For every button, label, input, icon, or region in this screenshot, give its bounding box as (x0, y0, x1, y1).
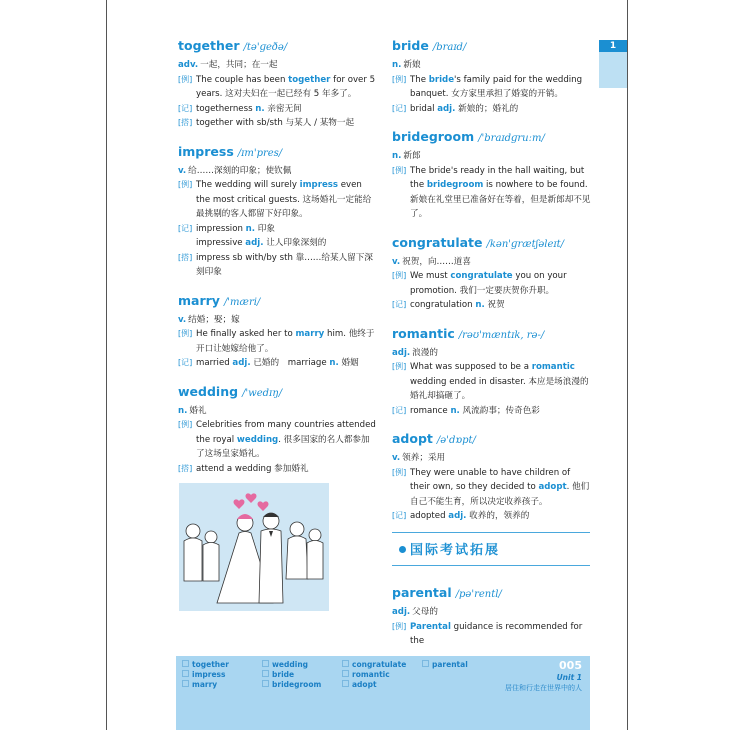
phonetic: /ə'dɒpt/ (436, 435, 476, 446)
line-tag: [例] (392, 362, 407, 371)
footer-word (422, 660, 468, 670)
example-line (392, 102, 592, 117)
line-text: attend a wedding 参加婚礼 (196, 463, 309, 474)
part-of-speech: n. (255, 103, 265, 114)
line-text: him. 他终于开口让她嫁给他了。 (196, 329, 375, 354)
line-tag: [记] (178, 103, 193, 113)
line-tag: [例] (392, 74, 407, 84)
footer-word (342, 680, 377, 690)
definition-line (392, 605, 592, 620)
headword: wedding (178, 383, 239, 399)
headword-line (178, 291, 378, 313)
checkbox-icon (342, 680, 349, 687)
line-text: bridal (410, 103, 438, 114)
phonetic: /'braɪdɡruːm/ (478, 133, 545, 144)
highlighted-word: adopt (538, 482, 567, 492)
extension-bottom-rule (392, 565, 590, 566)
footer-word (262, 670, 294, 680)
checkbox-icon (182, 660, 189, 667)
part-of-speech: adj. (392, 607, 411, 617)
part-of-speech: n. (329, 358, 339, 368)
part-of-speech: adj. (448, 511, 467, 521)
headword: parental (392, 585, 452, 600)
vocab-entry (392, 583, 592, 649)
example-line (392, 269, 592, 298)
highlighted-word: congratulate (450, 271, 513, 281)
highlighted-word: marry (295, 329, 325, 339)
example-line (178, 327, 378, 356)
phonetic: /'mæri/ (223, 296, 261, 308)
example-line (392, 298, 592, 313)
line-text: you on your promotion. 我们一定要庆贺你升职。 (410, 271, 567, 296)
example-line (178, 418, 378, 462)
line-text: adopted (410, 511, 449, 521)
highlighted-word: Parental (410, 621, 451, 632)
headword: congratulate (392, 234, 483, 250)
right-column (392, 36, 592, 535)
line-tag: [搭] (178, 252, 193, 262)
extension-column (392, 583, 592, 660)
headword-line (392, 36, 592, 58)
line-tag: [搭] (178, 463, 193, 473)
line-tag: [例] (392, 165, 407, 175)
example-line (178, 462, 378, 477)
line-text: is nowhere to be found. 新娘在礼堂里已准备好在等着，但是新郎却不见了。 (410, 180, 591, 219)
line-text: The wedding will surely (196, 180, 300, 190)
highlighted-word: impress (299, 180, 339, 190)
example-line (392, 404, 592, 419)
highlighted-word: bridegroom (426, 180, 484, 190)
headword: marry (178, 292, 220, 308)
part-of-speech: n. (450, 405, 460, 416)
headword: romantic (392, 325, 455, 341)
line-text: Celebrities from many countries attended the royal (196, 420, 376, 445)
example-line (392, 73, 592, 102)
part-of-speech: n. (245, 223, 256, 234)
definition-line (392, 58, 592, 73)
checkbox-icon (262, 660, 269, 667)
chapter-number: 1 (599, 40, 627, 52)
phonetic: /pə'rentl/ (455, 589, 502, 600)
line-tag: [记] (392, 103, 407, 113)
line-text: 祝贺 (484, 300, 505, 310)
headword: adopt (392, 431, 433, 446)
example-line (178, 251, 378, 280)
definition-line (392, 346, 592, 361)
definition-line (392, 255, 592, 270)
line-tag: [例] (392, 621, 407, 631)
line-text: 收养的，领养的 (466, 511, 530, 521)
definition: 婚礼 (189, 405, 207, 416)
example-line (392, 509, 592, 524)
checkbox-icon (262, 670, 269, 677)
line-text: The bride's ready in the hall waiting, but the (410, 165, 585, 190)
headword: together (178, 38, 240, 53)
footer-word-text: adopt (352, 680, 377, 689)
definition: 给……深刻的印象；使钦佩 (188, 165, 292, 176)
footer-word (262, 680, 321, 690)
wedding-illustration (179, 483, 329, 611)
line-text: What was supposed to be a (410, 362, 532, 372)
definition: 一起，共同；在一起 (200, 60, 278, 70)
footer-word (182, 660, 229, 670)
definition: 浪漫的 (412, 347, 438, 358)
line-text: togetherness (196, 103, 256, 114)
vocab-entry (392, 324, 592, 419)
line-tag: [记] (392, 300, 407, 309)
line-tag: [搭] (178, 118, 193, 127)
vocab-entry (178, 382, 378, 477)
footer-word-text: congratulate (352, 660, 407, 669)
book-page (106, 0, 628, 730)
part-of-speech: adj. (437, 103, 456, 114)
example-line (392, 164, 592, 222)
definition-line (178, 404, 378, 419)
highlighted-word: wedding (236, 434, 279, 445)
line-text: 新娘的；婚礼的 (455, 103, 519, 114)
headword: bridegroom (392, 129, 475, 144)
line-tag: [例] (178, 329, 193, 338)
definition: 新娘 (403, 60, 421, 70)
part-of-speech: n. (475, 300, 485, 310)
phonetic: /'wedɪŋ/ (242, 387, 283, 399)
footer-word-text: marry (192, 680, 218, 689)
line-text: 婚姻 (338, 358, 359, 368)
line-text: wedding ended in disaster. 本应是场浪漫的婚礼却搞砸了。 (410, 376, 589, 401)
footer-word (342, 660, 406, 670)
unit-subtitle: 居住和行走在世界中的人 (505, 684, 582, 692)
line-tag: [例] (178, 74, 193, 84)
definition-line (178, 313, 378, 328)
example-line (392, 360, 592, 404)
line-text: . 他们自己不能生育，所以决定收养孩子。 (410, 482, 590, 507)
definition: 祝贺，向……道喜 (402, 256, 471, 267)
checkbox-icon (262, 680, 269, 687)
line-text: impress sb with/by sth 靠……给某人留下深刻印象 (196, 252, 373, 277)
part-of-speech: adv. (178, 60, 199, 70)
highlighted-word: bride (428, 74, 455, 85)
footer-word (262, 660, 308, 670)
footer-word-text: bride (272, 670, 295, 679)
footer-word-text: wedding (272, 660, 309, 669)
line-text: 亲密无间 (264, 103, 302, 114)
headword-line (392, 324, 592, 346)
footer-word (342, 670, 390, 680)
footer-word-text: together (192, 660, 229, 669)
example-line (178, 356, 378, 371)
line-text: impressive (196, 238, 246, 248)
line-text: 印象 (255, 223, 275, 234)
example-line (178, 178, 378, 222)
definition: 父母的 (412, 607, 438, 617)
line-tag: [例] (392, 467, 407, 477)
line-text: We must (410, 271, 451, 281)
headword-line (392, 127, 592, 149)
line-text: even the most critical guests. 这场婚礼一定能给最挑剔的客人都留下好印象。 (196, 180, 372, 219)
line-tag: [例] (178, 180, 193, 189)
footer-word-text: romantic (352, 670, 390, 679)
headword-line (178, 382, 378, 404)
page-number: 005 (559, 659, 582, 672)
footer-word-text: impress (192, 670, 226, 679)
part-of-speech: n. (178, 405, 188, 416)
phonetic: /ɪm'pres/ (237, 147, 283, 159)
headword-line (392, 233, 592, 255)
highlighted-word: together (288, 74, 331, 85)
part-of-speech: v. (392, 256, 401, 267)
definition-line (392, 149, 592, 164)
line-text: 让人印象深刻的 (263, 238, 327, 248)
part-of-speech: n. (392, 60, 402, 70)
line-tag: [记] (392, 511, 407, 520)
phonetic: /braɪd/ (432, 42, 467, 53)
part-of-speech: v. (178, 314, 187, 325)
footer-word (182, 680, 217, 690)
headword-line (392, 429, 592, 451)
line-tag: [记] (178, 358, 193, 367)
checkbox-icon (422, 660, 429, 667)
headword-line (178, 36, 378, 58)
line-text: guidance is recommended for the (410, 621, 583, 646)
example-line (392, 466, 592, 510)
definition: 结婚；娶；嫁 (188, 314, 240, 325)
part-of-speech: v. (392, 453, 401, 463)
definition: 领养；采用 (402, 453, 446, 463)
part-of-speech: v. (178, 165, 187, 176)
line-text: 风流韵事；传奇色彩 (459, 405, 540, 416)
line-text: He finally asked her to (196, 329, 296, 339)
line-text: 已婚的 marriage (250, 358, 330, 368)
line-text: 's family paid for the wedding banquet. 女方家里承担了婚宴的开销。 (410, 74, 583, 99)
headword-line (392, 583, 592, 605)
example-line (178, 102, 378, 117)
checkbox-icon (342, 670, 349, 677)
left-column (178, 36, 378, 487)
line-text: for over 5 years. 这对夫妇在一起已经有 5 年多了。 (196, 74, 376, 99)
line-text: together with sb/sth 与某人 / 某物一起 (196, 118, 355, 128)
line-tag: [例] (178, 420, 193, 429)
vocab-entry (178, 142, 378, 280)
line-text: impression (196, 223, 246, 234)
checkbox-icon (342, 660, 349, 667)
extension-top-rule (392, 532, 590, 533)
vocab-entry (392, 233, 592, 313)
bullet-dot-icon (399, 546, 406, 553)
definition-line (178, 58, 378, 73)
vocab-entry (178, 291, 378, 371)
part-of-speech: n. (392, 151, 402, 161)
vocab-entry (392, 127, 592, 222)
line-text: The (410, 74, 429, 85)
phonetic: /rəʊ'mæntɪk, rə-/ (458, 329, 545, 341)
line-tag: [例] (392, 271, 407, 280)
extension-heading (399, 539, 500, 558)
definition: 新郎 (403, 151, 421, 161)
footer-word-text: parental (432, 660, 468, 669)
footer-word (182, 670, 225, 680)
line-text: They were unable to have children of their own, so they decided to (410, 467, 571, 492)
example-line (178, 236, 378, 251)
headword: impress (178, 143, 234, 159)
line-text: romance (410, 405, 451, 416)
extension-heading-text: 国际考试拓展 (410, 543, 501, 558)
example-line (178, 73, 378, 102)
definition-line (178, 164, 378, 179)
headword: bride (392, 38, 429, 53)
example-line (392, 620, 592, 649)
line-text: congratulation (410, 300, 476, 310)
highlighted-word: romantic (531, 362, 575, 372)
part-of-speech: adj. (392, 347, 411, 358)
line-text: . 很多国家的名人都参加了这场皇家婚礼。 (196, 434, 370, 459)
line-text: married (196, 358, 233, 368)
example-line (178, 116, 378, 131)
vocab-entry (392, 36, 592, 116)
headword-line (178, 142, 378, 164)
vocab-entry (392, 429, 592, 524)
unit-label: Unit 1 (556, 673, 582, 682)
definition-line (392, 451, 592, 466)
line-tag: [记] (392, 405, 407, 415)
phonetic: /tə'ɡeðə/ (243, 42, 288, 53)
checkbox-icon (182, 680, 189, 687)
vocab-entry (178, 36, 378, 131)
part-of-speech: adj. (232, 358, 251, 368)
line-tag: [记] (178, 223, 193, 233)
footer-word-list (176, 656, 590, 730)
line-text: The couple has been (196, 74, 289, 85)
phonetic: /kən'ɡrætʃəleɪt/ (486, 238, 564, 250)
footer-word-text: bridegroom (272, 680, 322, 689)
part-of-speech: adj. (245, 238, 264, 248)
checkbox-icon (182, 670, 189, 677)
chapter-tab (599, 40, 627, 88)
example-line (178, 222, 378, 237)
